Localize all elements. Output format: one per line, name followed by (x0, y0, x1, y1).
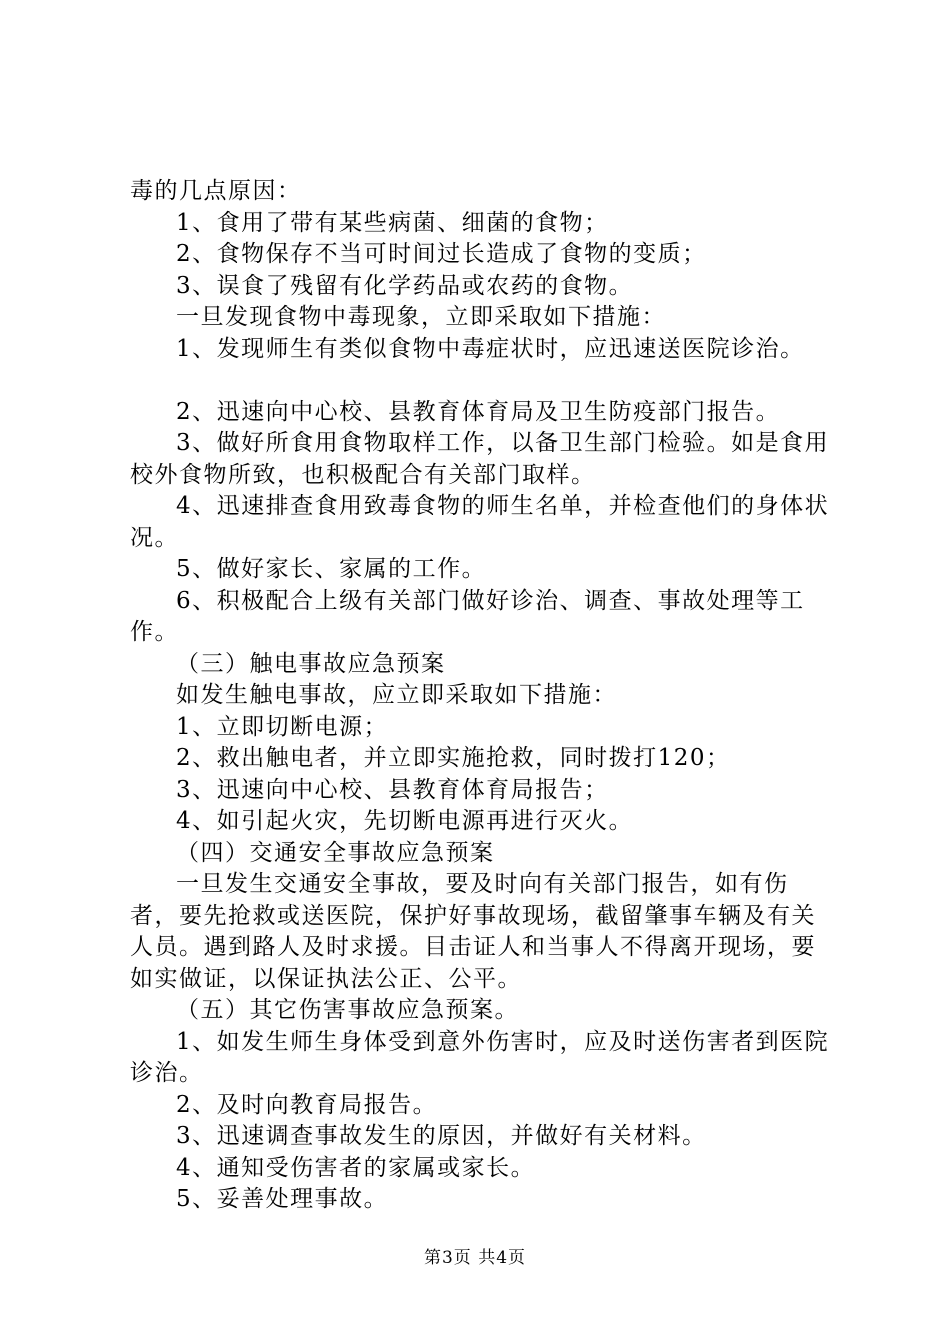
document-body (130, 176, 830, 1216)
paragraph: 3、迅速向中心校、县教育体育局报告； (176, 776, 609, 803)
paragraph: 1、立即切断电源； (176, 713, 389, 740)
blank-line (130, 365, 830, 397)
paragraph: 2、救出触电者，并立即实施抢救，同时拨打120； (176, 745, 731, 771)
paragraph: 2、迅速向中心校、县教育体育局及卫生防疫部门报告。 (176, 398, 781, 425)
paragraph: 2、食物保存不当可时间过长造成了食物的变质； (176, 241, 707, 267)
paragraph: 1、如发生师生身体受到意外伤害时，应及时送伤害者到医院诊治。 (130, 1028, 830, 1086)
paragraph: 1、发现师生有类似食物中毒症状时，应迅速送医院诊治。 (176, 335, 805, 362)
paragraph: 3、迅速调查事故发生的原因，并做好有关材料。 (176, 1123, 707, 1149)
paragraph: 1、食用了带有某些病菌、细菌的食物； (176, 209, 609, 236)
paragraph: 3、做好所食用食物取样工作，以备卫生部门检验。如是食用校外食物所致，也积极配合有关部门取样。 (130, 430, 830, 488)
paragraph: （三）触电事故应急预案 (176, 650, 446, 677)
paragraph: 一旦发现食物中毒现象，立即采取如下措施： (176, 304, 666, 330)
paragraph: 4、通知受伤害者的家属或家长。 (176, 1154, 536, 1181)
page-footer: 第3页 共4页 (423, 1248, 527, 1268)
paragraph: 5、妥善处理事故。 (176, 1186, 389, 1212)
paragraph: 6、积极配合上级有关部门做好诊治、调查、事故处理等工作。 (130, 587, 805, 645)
paragraph: 5、做好家长、家属的工作。 (176, 556, 487, 582)
paragraph: 4、如引起火灾，先切断电源再进行灭火。 (176, 808, 634, 834)
paragraph: 毒的几点原因： (130, 178, 302, 204)
paragraph: 一旦发生交通安全事故，要及时向有关部门报告，如有伤者，要先抢救或送医院，保护好事故现场，截留肇事车辆及有关人员。遇到路人及时求援。目击证人和当事人不得离开现场，要如实做证，以保证执法公正、公平。 (130, 871, 816, 992)
paragraph: 如发生触电事故，应立即采取如下措施： (176, 682, 617, 708)
paragraph: 2、及时向教育局报告。 (176, 1091, 438, 1118)
paragraph: （五）其它伤害事故应急预案。 (176, 997, 519, 1023)
paragraph: 4、迅速排查食用致毒食物的师生名单，并检查他们的身体状况。 (130, 493, 830, 551)
paragraph: （四）交通安全事故应急预案 (176, 839, 495, 866)
paragraph: 3、误食了残留有化学药品或农药的食物。 (176, 272, 634, 299)
